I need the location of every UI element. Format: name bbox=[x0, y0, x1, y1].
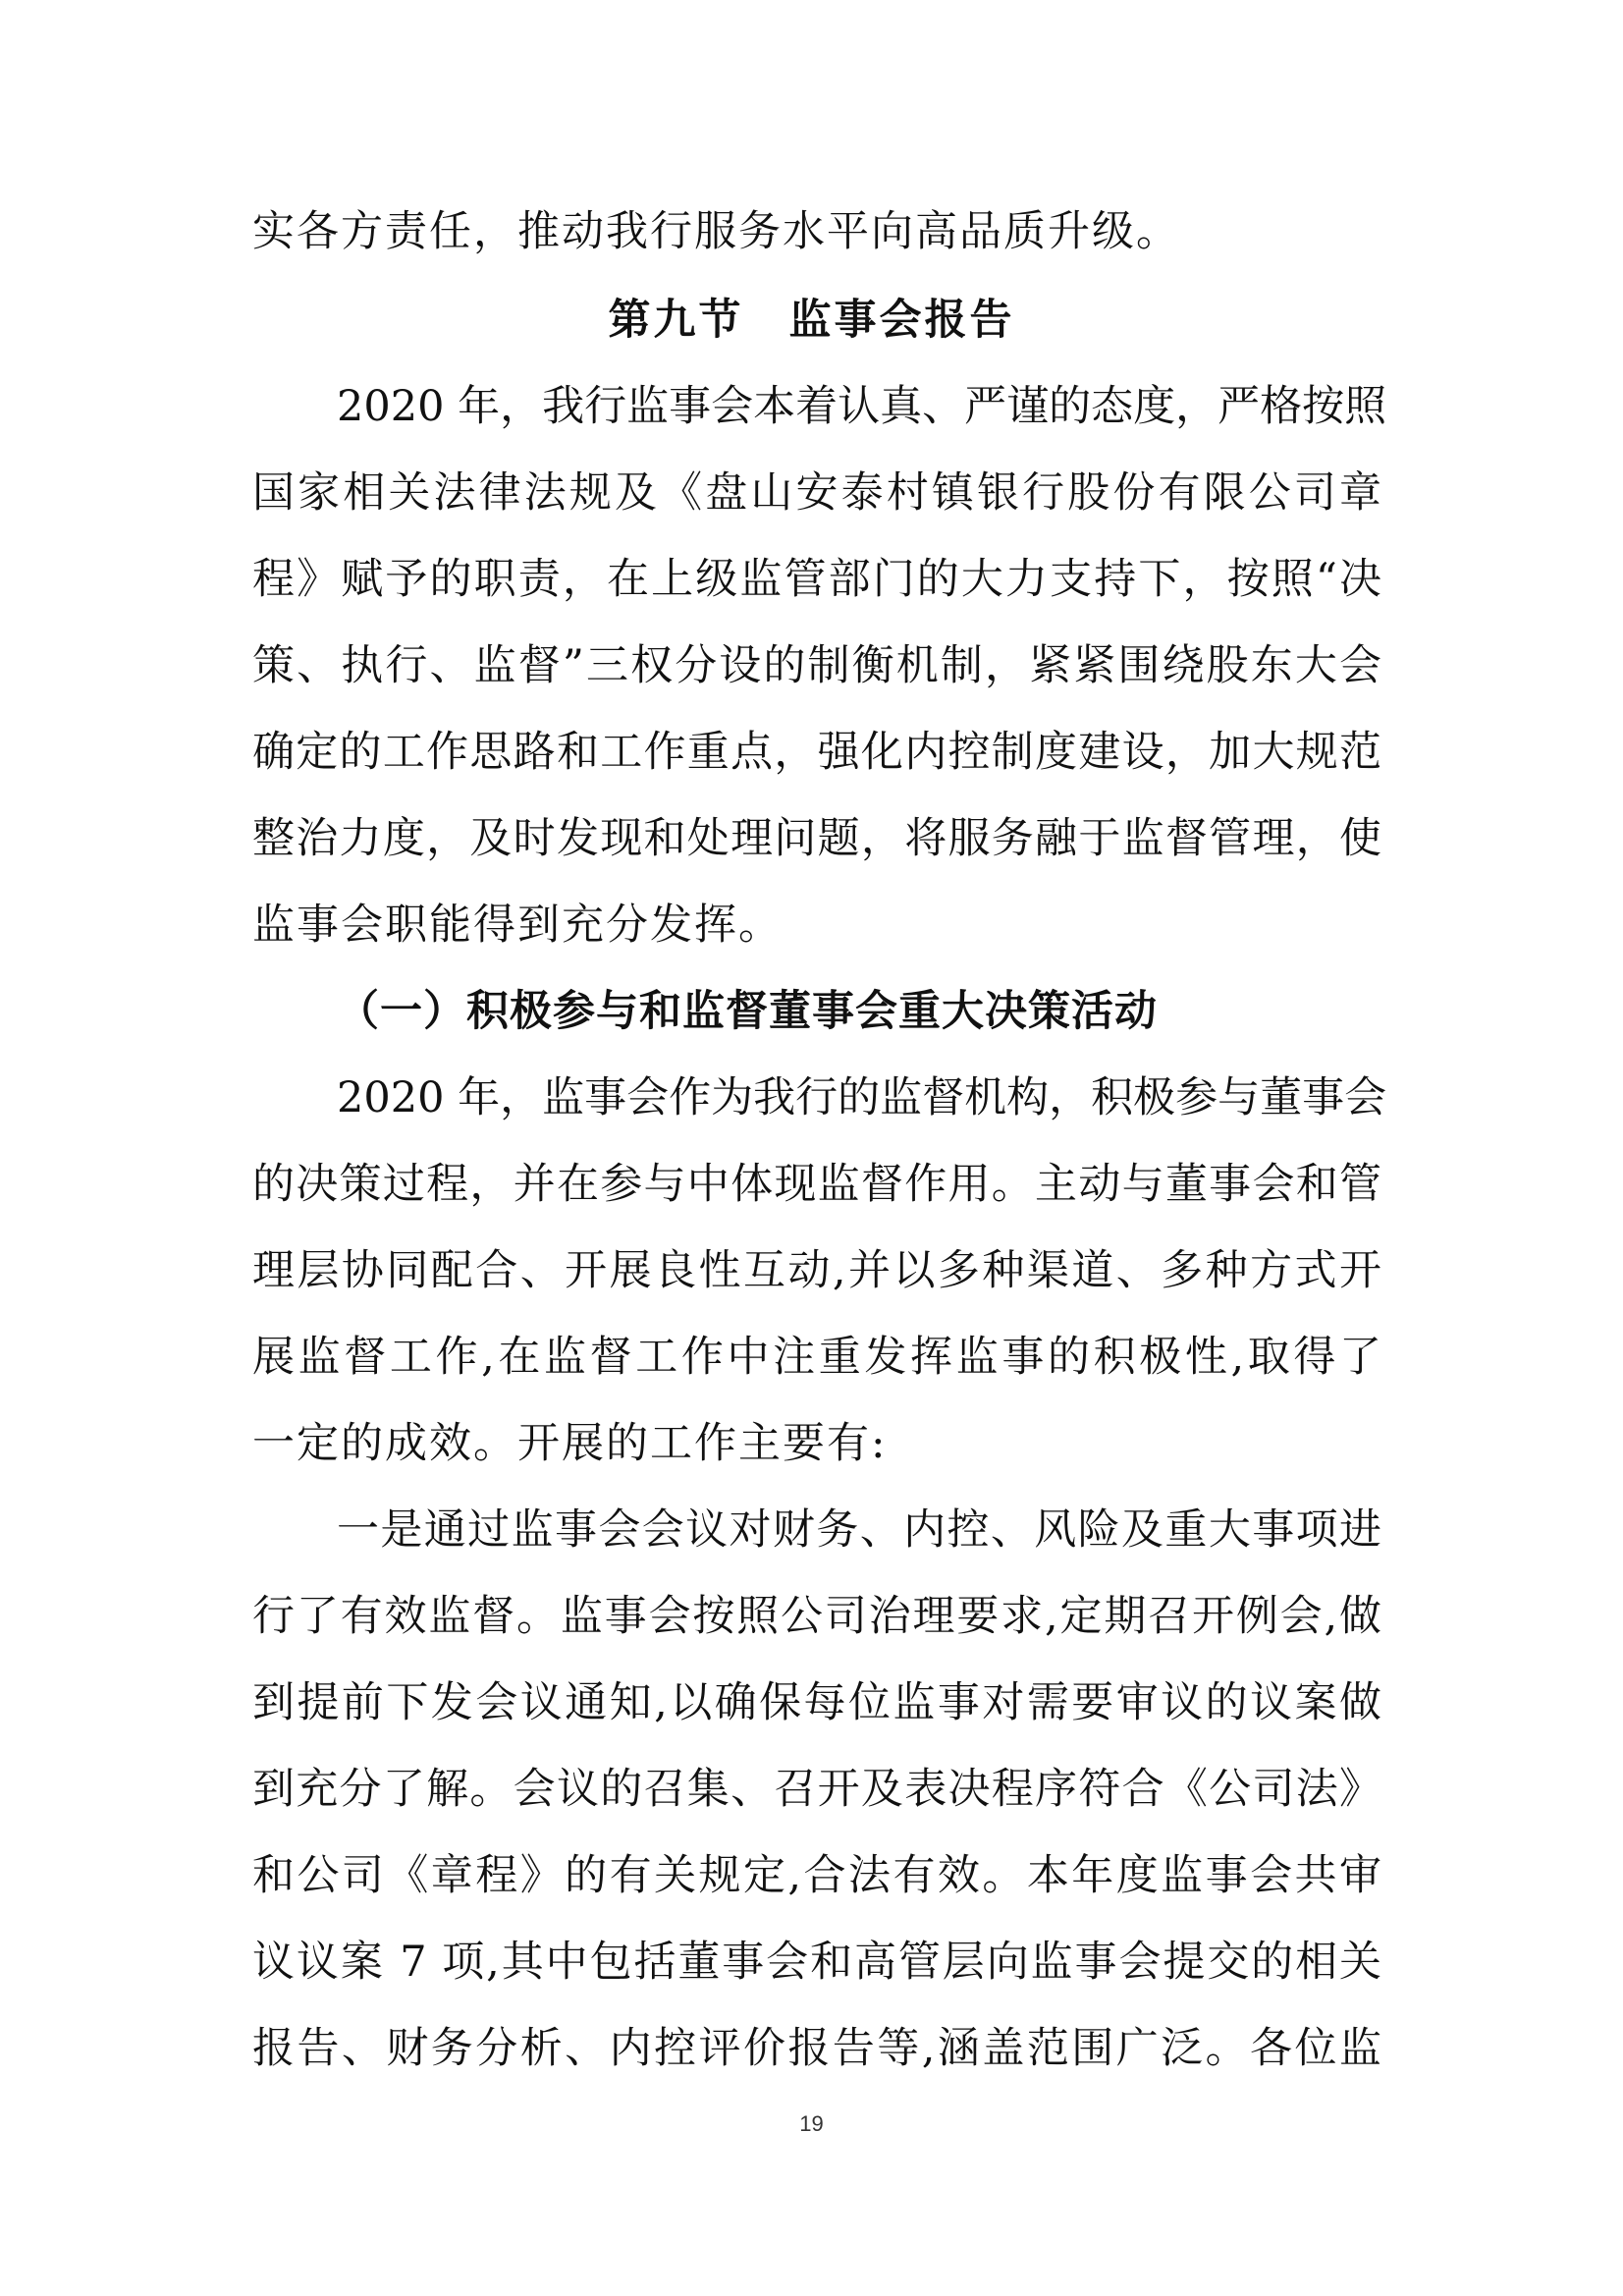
text-line: 确定的工作思路和工作重点，强化内控制度建设，加大规范 bbox=[252, 728, 1381, 777]
text-line: 一定的成效。开展的工作主要有: bbox=[252, 1419, 888, 1468]
text-line: 实各方责任，推动我行服务水平向高品质升级。 bbox=[252, 207, 1180, 256]
subsection-title: （一）积极参与和监督董事会重大决策活动 bbox=[337, 987, 1158, 1036]
text-line: 的决策过程，并在参与中体现监督作用。主动与董事会和管 bbox=[252, 1160, 1381, 1209]
text-line: 程》赋予的职责，在上级监管部门的大力支持下，按照“决 bbox=[252, 555, 1381, 604]
text-line: 报告、财务分析、内控评价报告等,涵盖范围广泛。各位监 bbox=[252, 2024, 1381, 2073]
text-line: 展监督工作,在监督工作中注重发挥监事的积极性,取得了 bbox=[252, 1333, 1381, 1382]
page-number: 19 bbox=[799, 2111, 824, 2136]
text-line: 行了有效监督。监事会按照公司治理要求,定期召开例会,做 bbox=[252, 1592, 1381, 1641]
text-line: 2020 年，我行监事会本着认真、严谨的态度，严格按照 bbox=[337, 382, 1387, 431]
text-line: 议议案 7 项,其中包括董事会和高管层向监事会提交的相关 bbox=[252, 1938, 1381, 1987]
text-line: 到充分了解。会议的召集、召开及表决程序符合《公司法》 bbox=[252, 1765, 1381, 1814]
section-title: 第九节 监事会报告 bbox=[608, 296, 1015, 345]
text-line: 一是通过监事会会议对财务、内控、风险及重大事项进 bbox=[337, 1505, 1381, 1555]
text-line: 整治力度，及时发现和处理问题，将服务融于监督管理，使 bbox=[252, 814, 1381, 863]
text-line: 到提前下发会议通知,以确保每位监事对需要审议的议案做 bbox=[252, 1678, 1381, 1727]
text-line: 国家相关法律法规及《盘山安泰村镇银行股份有限公司章 bbox=[252, 468, 1381, 518]
text-line: 策、执行、监督”三权分设的制衡机制，紧紧围绕股东大会 bbox=[252, 641, 1381, 690]
text-line: 2020 年，监事会作为我行的监督机构，积极参与董事会 bbox=[337, 1073, 1387, 1122]
text-line: 理层协同配合、开展良性互动,并以多种渠道、多种方式开 bbox=[252, 1246, 1381, 1295]
text-line: 和公司《章程》的有关规定,合法有效。本年度监事会共审 bbox=[252, 1851, 1381, 1900]
text-line: 监事会职能得到充分发挥。 bbox=[252, 901, 783, 950]
